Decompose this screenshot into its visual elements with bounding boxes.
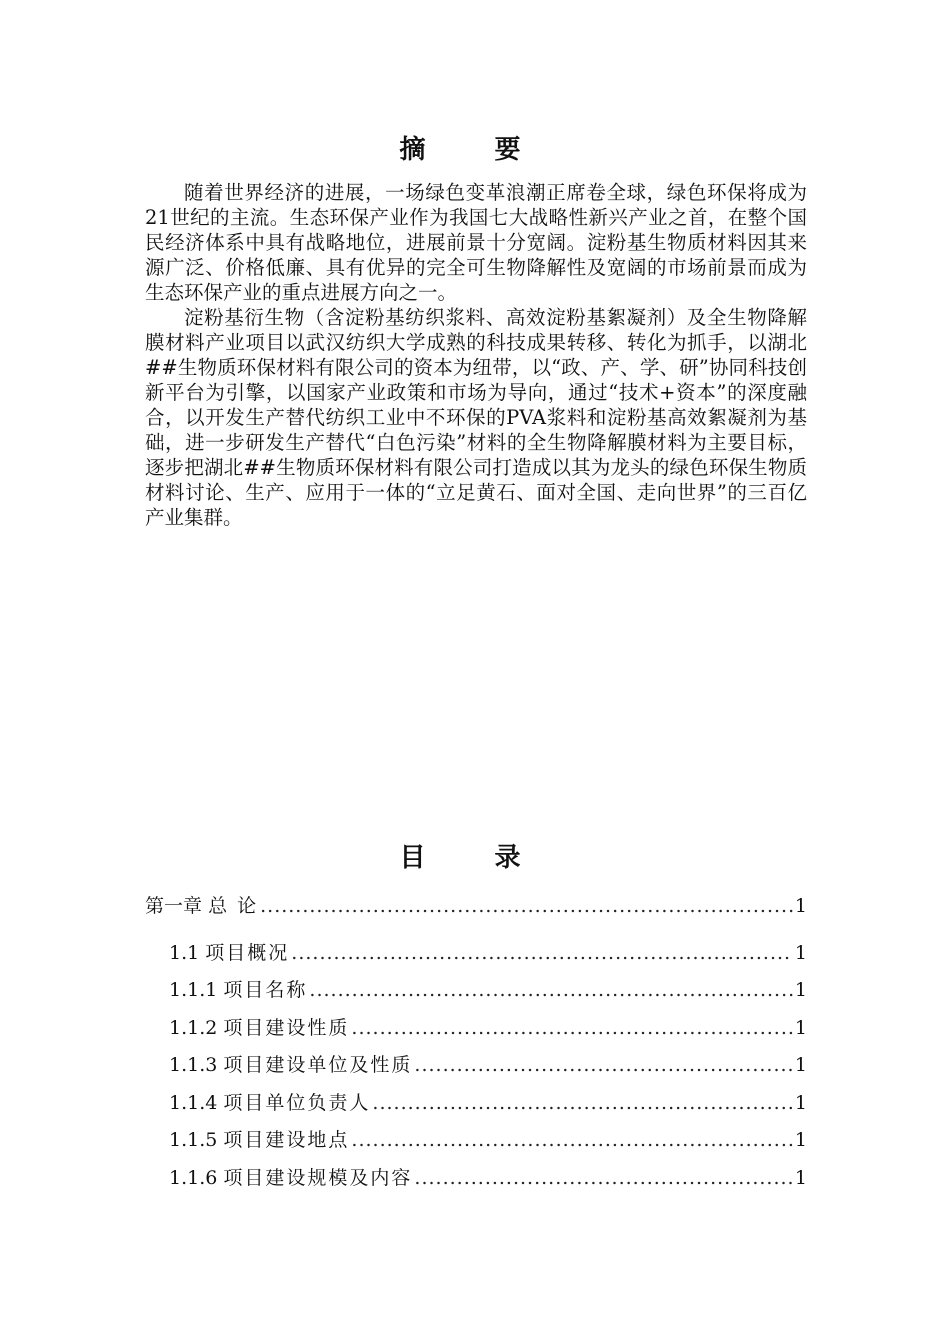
- toc-entry-number: 1.1.5: [169, 1129, 218, 1151]
- toc-entry-text: 项目建设单位及性质: [223, 1054, 413, 1076]
- toc-entry-page: 1: [794, 1091, 807, 1114]
- toc-entry-page: 1: [794, 895, 807, 917]
- toc-entry-text: 项目建设性质: [223, 1016, 350, 1039]
- toc-entry-text: 总 论: [208, 895, 259, 917]
- toc-entry-page: 1: [794, 1166, 807, 1189]
- toc-entry-text: 项目概况: [205, 941, 290, 964]
- toc-entry[interactable]: [145, 1010, 807, 1048]
- toc-dot-leader: [260, 888, 793, 926]
- toc-entry-number: 1.1.2: [169, 1016, 218, 1039]
- abstract-paragraph-2: 淀粉基衍生物（含淀粉基纺织浆料、高效淀粉基絮凝剂）及全生物降解膜材料产业项目以武汉纺织大学成熟的科技成果转移、转化为抓手，以湖北##生物质环保材料有限公司的资本为纽带，以“政、产、学、研”协同科技创新平台为引擎，以国家产业政策和市场为导向，通过“技术+资本”的深度融合，以开发生产替代纺织工业中不环保的PVA浆料和淀粉基高效絮凝剂为基础，进一步研发生产替代“白色污染”材料的全生物降解膜材料为主要目标，逐步把湖北##生物质环保材料有限公司打造成以其为龙头的绿色环保生物质材料讨论、生产、应用于一体的“立足黄石、面对全国、走向世界”的三百亿产业集群。: [145, 306, 807, 529]
- abstract-paragraph-1: 随着世界经济的进展，一场绿色变革浪潮正席卷全球，绿色环保将成为21世纪的主流。生态环保产业作为我国七大战略性新兴产业之首，在整个国民经济体系中具有战略地位，进展前景十分宽阔。淀粉基生物质材料因其来源广泛、价格低廉、具有优异的完全可生物降解性及宽阔的市场前景而成为生态环保产业的重点进展方向之一。: [145, 181, 807, 304]
- toc-entry[interactable]: [145, 1160, 807, 1198]
- toc-dot-leader: [351, 1122, 792, 1160]
- toc-entry[interactable]: [145, 1122, 807, 1160]
- toc-entry-page: 1: [794, 979, 807, 1001]
- toc-dot-leader: [351, 1010, 792, 1048]
- abstract-title: 摘 要: [399, 135, 551, 165]
- toc-entry-text: 项目建设规模及内容: [223, 1166, 413, 1189]
- toc-entry-page: 1: [794, 1129, 807, 1151]
- abstract-body: [145, 180, 807, 530]
- toc-title: 目 录: [399, 843, 551, 873]
- toc-entry-number: 1.1.4: [169, 1091, 218, 1114]
- toc-dot-leader: [372, 1085, 792, 1123]
- toc-entry-page: 1: [794, 1054, 807, 1076]
- toc-list: [145, 888, 807, 1197]
- toc-entry-text: 项目单位负责人: [223, 1091, 371, 1114]
- toc-entry[interactable]: [145, 972, 807, 1010]
- toc-entry-number: 第一章: [145, 895, 203, 917]
- toc-entry[interactable]: [145, 935, 807, 973]
- toc-entry-text: 项目名称: [223, 979, 308, 1001]
- toc-entry-number: 1.1.3: [169, 1054, 218, 1076]
- toc-entry-number: 1.1.1: [169, 979, 218, 1001]
- toc-entry-page: 1: [794, 941, 807, 964]
- toc-dot-leader: [414, 1047, 792, 1085]
- toc-entry[interactable]: [145, 888, 807, 926]
- toc-entry[interactable]: [145, 1047, 807, 1085]
- toc-entry-text: 项目建设地点: [223, 1129, 350, 1151]
- toc-dot-leader: [414, 1160, 792, 1198]
- toc-entry-number: 1.1.6: [169, 1166, 218, 1189]
- toc-entry-number: 1.1: [169, 941, 200, 964]
- toc-entry[interactable]: [145, 1085, 807, 1123]
- toc-dot-leader: [309, 972, 792, 1010]
- toc-dot-leader: [291, 935, 793, 973]
- toc-entry-page: 1: [794, 1016, 807, 1039]
